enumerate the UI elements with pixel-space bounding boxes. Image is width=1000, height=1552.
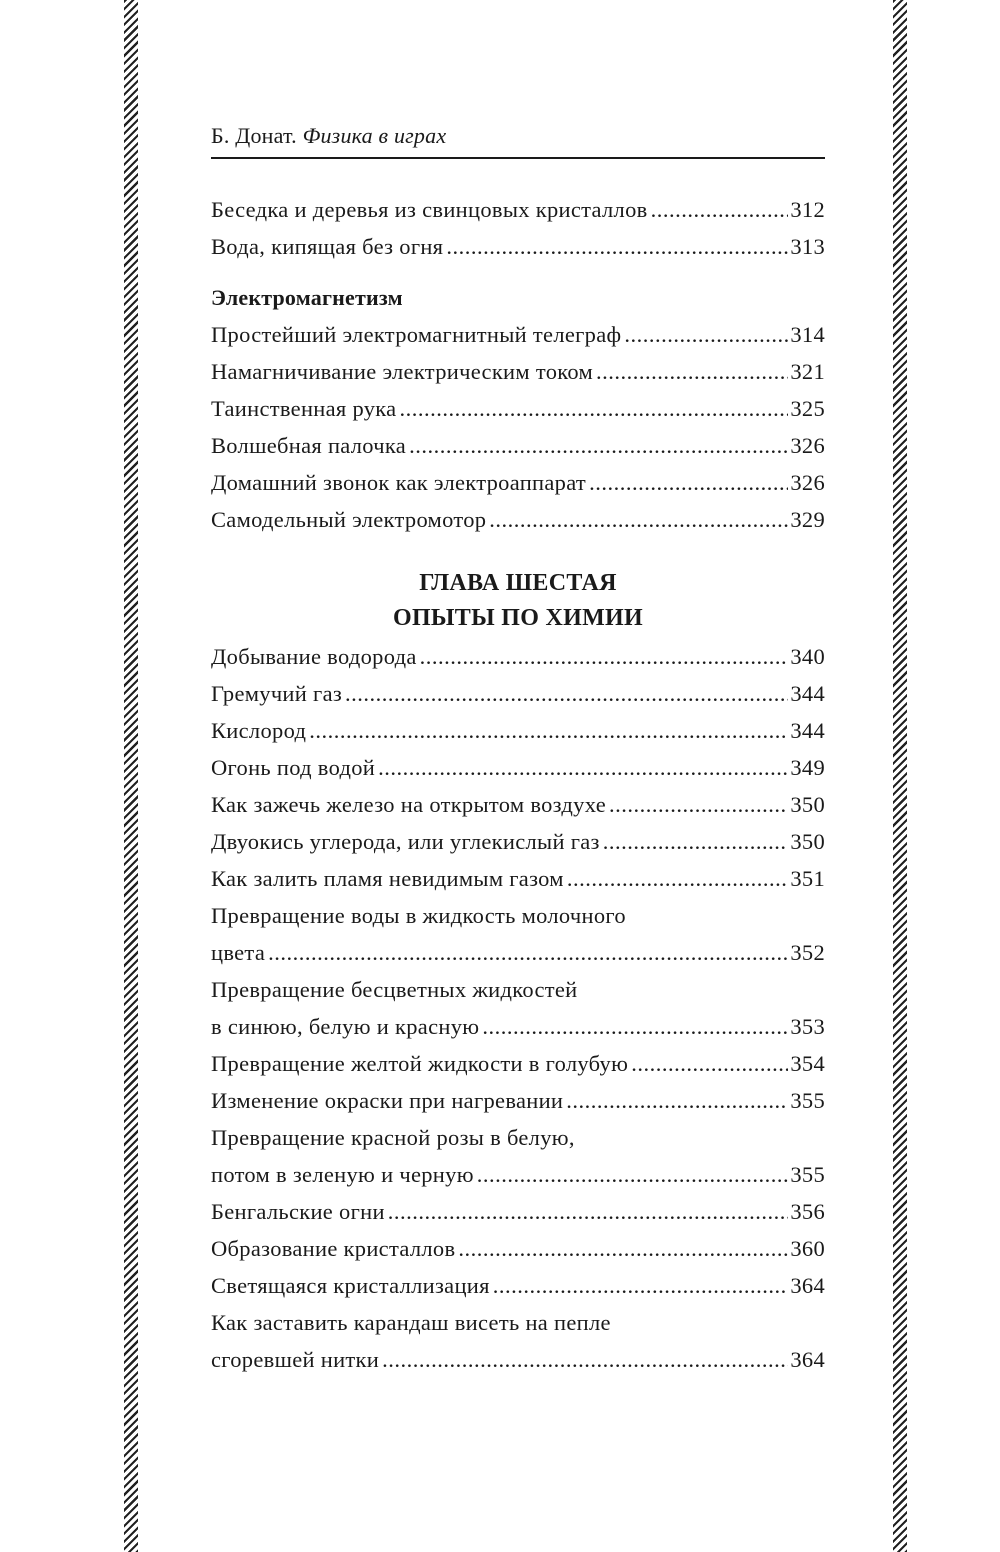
section-heading-electromagnetism: Электромагнетизм: [211, 285, 403, 310]
toc-dot-leader: [409, 427, 788, 464]
toc-entry-line: [211, 1267, 825, 1304]
toc-entry-line: [211, 1045, 825, 1082]
toc-entry-line: [211, 823, 825, 860]
toc-entry: [211, 427, 825, 464]
toc-entry-line: [211, 1193, 825, 1230]
toc-dot-leader: [566, 1082, 788, 1119]
toc-entry: [211, 501, 825, 538]
toc-dot-leader: [631, 1045, 788, 1082]
toc-dot-leader: [609, 786, 788, 823]
toc-entry-line: [211, 464, 825, 501]
toc-entry: [211, 897, 825, 971]
toc-dot-leader: [378, 749, 788, 786]
toc-page-number: 344: [790, 718, 825, 743]
toc-page-number: 353: [790, 1014, 825, 1039]
toc-page-number: 350: [790, 829, 825, 854]
toc-entry: [211, 675, 825, 712]
toc-page-number: 354: [790, 1051, 825, 1076]
toc-entry-line: [211, 427, 825, 464]
toc-entry: [211, 1304, 825, 1378]
toc-dot-leader: [309, 712, 788, 749]
toc-dot-leader: [482, 1008, 788, 1045]
toc-entry-line: [211, 316, 825, 353]
toc-entry-line: [211, 786, 825, 823]
toc-entry-title: Простейший электромагнитный телеграф: [211, 322, 622, 347]
toc-dot-leader: [651, 191, 789, 228]
toc-entry-line: [211, 390, 825, 427]
toc-entry: [211, 971, 825, 1045]
toc-page-number: 340: [790, 644, 825, 669]
toc-entry: [211, 1119, 825, 1193]
toc-page-number: 356: [790, 1199, 825, 1224]
toc-dot-leader: [589, 464, 788, 501]
toc-entry: [211, 749, 825, 786]
toc-entry-title: Изменение окраски при нагревании: [211, 1088, 564, 1113]
toc-entry-title: Двуокись углерода, или углекислый газ: [211, 829, 600, 854]
toc-entry-title: потом в зеленую и черную: [211, 1162, 474, 1187]
toc-entry-title: Намагничивание электрическим током: [211, 359, 593, 384]
running-header: [211, 118, 825, 154]
toc-page-number: 321: [790, 359, 825, 384]
toc-entry-line: [211, 860, 825, 897]
table-of-contents: [211, 191, 825, 1378]
toc-page-number: 351: [790, 866, 825, 891]
chapter-heading: [211, 566, 825, 636]
toc-page-number: 352: [790, 940, 825, 965]
toc-dot-leader: [345, 675, 788, 712]
toc-dot-leader: [489, 501, 788, 538]
toc-entry-title-line: Превращение красной розы в белую,: [211, 1125, 575, 1150]
toc-entry: [211, 316, 825, 353]
toc-entry: [211, 390, 825, 427]
toc-page-number: 313: [790, 234, 825, 259]
toc-entry-title: Как залить пламя невидимым газом: [211, 866, 564, 891]
header-rule: [211, 157, 825, 159]
toc-entry-title: Образование кристаллов: [211, 1236, 456, 1261]
toc-dot-leader: [624, 316, 788, 353]
header-book-title: Физика в играх: [302, 123, 447, 148]
toc-page-number: 344: [790, 681, 825, 706]
toc-dot-leader: [268, 934, 788, 971]
toc-entry: [211, 1267, 825, 1304]
toc-entry-title: Превращение желтой жидкости в голубую: [211, 1051, 629, 1076]
right-decorative-border: [893, 0, 907, 1552]
toc-entry: [211, 464, 825, 501]
toc-entry: [211, 823, 825, 860]
toc-page-number: 355: [790, 1088, 825, 1113]
toc-entry: [211, 786, 825, 823]
toc-entry: [211, 860, 825, 897]
toc-page-number: 312: [790, 197, 825, 222]
toc-page-number: 314: [790, 322, 825, 347]
toc-dot-leader: [446, 228, 788, 265]
toc-entry-line: [211, 1341, 825, 1378]
toc-entry-title-line: Превращение воды в жидкость молочного: [211, 903, 626, 928]
toc-entry-title: Домашний звонок как электроаппарат: [211, 470, 587, 495]
toc-entry: [211, 353, 825, 390]
toc-entry-title: Светящаяся кристаллизация: [211, 1273, 490, 1298]
toc-entry-line: [211, 191, 825, 228]
toc-entry: [211, 228, 825, 265]
toc-entry-line: [211, 934, 825, 971]
toc-page-number: 349: [790, 755, 825, 780]
toc-dot-leader: [420, 638, 789, 675]
toc-page-number: 325: [790, 396, 825, 421]
toc-dot-leader: [388, 1193, 789, 1230]
toc-dot-leader: [458, 1230, 788, 1267]
toc-dot-leader: [567, 860, 789, 897]
toc-entry-line: [211, 1082, 825, 1119]
toc-entry-title: Огонь под водой: [211, 755, 376, 780]
chapter-title: ОПЫТЫ ПО ХИМИИ: [392, 605, 643, 631]
toc-entry: [211, 1045, 825, 1082]
toc-entry-line: [211, 1156, 825, 1193]
toc-dot-leader: [493, 1267, 789, 1304]
toc-entry-title: Беседка и деревья из свинцовых кристаллов: [211, 197, 648, 222]
toc-entry-line: [211, 1008, 825, 1045]
toc-entry-title: Бенгальские огни: [211, 1199, 385, 1224]
toc-entry-title: цвета: [211, 940, 266, 965]
toc-page-number: 329: [790, 507, 825, 532]
toc-entry-title: Волшебная палочка: [211, 433, 407, 458]
toc-chemistry-list: [211, 638, 825, 1378]
toc-entry-title: Кислород: [211, 718, 307, 743]
toc-entry: [211, 638, 825, 675]
toc-entry: [211, 1230, 825, 1267]
toc-dot-leader: [596, 353, 788, 390]
toc-dot-leader: [382, 1341, 788, 1378]
toc-page-number: 355: [790, 1162, 825, 1187]
toc-page-number: 360: [790, 1236, 825, 1261]
toc-page-number: 364: [790, 1273, 825, 1298]
toc-entry-line: [211, 712, 825, 749]
toc-entry-line: [211, 638, 825, 675]
toc-entry: [211, 712, 825, 749]
toc-dot-leader: [603, 823, 789, 860]
toc-entry-title: сгоревшей нитки: [211, 1347, 380, 1372]
toc-entry-title: Добывание водорода: [211, 644, 417, 669]
toc-entry-line: [211, 501, 825, 538]
toc-entry-line: [211, 353, 825, 390]
toc-page-number: 350: [790, 792, 825, 817]
toc-entry-title: Как зажечь железо на открытом воздухе: [211, 792, 606, 817]
toc-entry-title-line: Как заставить карандаш висеть на пепле: [211, 1310, 611, 1335]
toc-entry-title: Самодельный электромотор: [211, 507, 487, 532]
toc-entry-title: Таинственная рука: [211, 396, 397, 421]
toc-entry-title: Вода, кипящая без огня: [211, 234, 444, 259]
toc-entry-title: Гремучий газ: [211, 681, 343, 706]
toc-entry: [211, 191, 825, 228]
toc-entry: [211, 1082, 825, 1119]
toc-page-number: 364: [790, 1347, 825, 1372]
toc-entry-line: [211, 749, 825, 786]
toc-electromagnetism-list: [211, 316, 825, 538]
toc-entry-title: в синюю, белую и красную: [211, 1014, 480, 1039]
toc-dot-leader: [399, 390, 788, 427]
toc-entry-line: [211, 228, 825, 265]
toc-entry-line: [211, 1230, 825, 1267]
toc-entry-line: [211, 675, 825, 712]
toc-page-number: 326: [790, 433, 825, 458]
toc-page-number: 326: [790, 470, 825, 495]
left-decorative-border: [124, 0, 138, 1552]
toc-dot-leader: [477, 1156, 789, 1193]
toc-entry: [211, 1193, 825, 1230]
toc-top-list: [211, 191, 825, 265]
header-author: Б. Донат.: [211, 123, 297, 148]
toc-entry-title-line: Превращение бесцветных жидкостей: [211, 977, 578, 1002]
chapter-number: ГЛАВА ШЕСТАЯ: [419, 570, 617, 596]
